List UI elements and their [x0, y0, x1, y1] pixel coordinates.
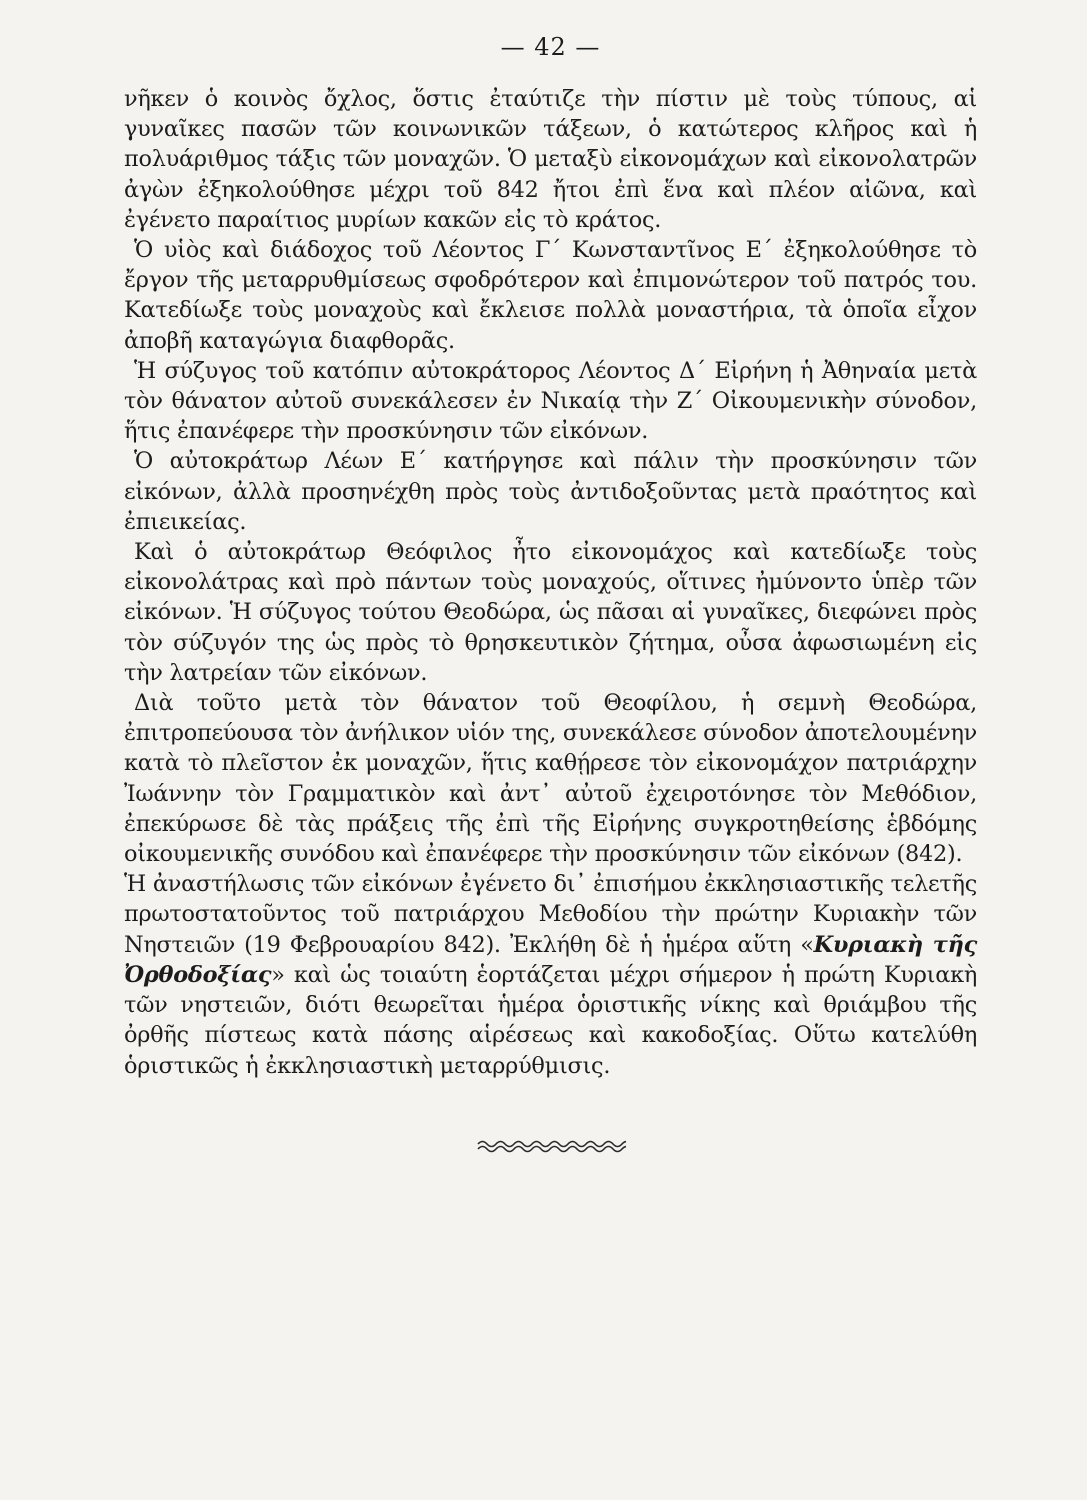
page-number: — 42 —	[500, 33, 601, 61]
paragraph-eirini: Ἡ σύζυγος τοῦ κατόπιν αὐτοκράτορος Λέοντος Δ΄ Εἰρήνη ἡ Ἀθηναία μετὰ τὸν θάνατον αὐτοῦ συνεκάλεσεν ἐν Νικαίᾳ τὴν Ζ΄ Οἰκουμενικὴν σύνοδον, ἥτις ἐπανέφερε τὴν προσκύνησιν τῶν εἰκόνων.	[124, 357, 977, 445]
paragraph-orthodoxy-before: Ἡ ἀναστήλωσις τῶν εἰκόνων ἐγένετο δι᾽ ἐπισήμου ἐκκλησιαστικῆς τελετῆς πρωτοστατοῦντος τοῦ πατριάρχου Μεθοδίου τὴν πρώτην Κυριακὴν τῶν Νηστειῶν (19 Φεβρουαρίου 842). Ἐκλήθη δὲ ἡ ἡμέρα αὕτη «	[124, 871, 977, 958]
paragraph-orthodoxy	[124, 869, 977, 1080]
paragraph-theofilos: Καὶ ὁ αὐτοκράτωρ Θεόφιλος ἦτο εἰκονομάχος καὶ κατεδίωξε τοὺς εἰκονολάτρας καὶ πρὸ πάντων τοὺς μοναχούς, οἵτινες ἠμύνοντο ὑπὲρ τῶν εἰκόνων. Ἡ σύζυγος τούτου Θεοδώρα, ὡς πᾶσαι αἱ γυναῖκες, διεφώνει πρὸς τὸν σύζυγόν της ὡς πρὸς τὸ θρησκευτικὸν ζήτημα, οὖσα ἀφωσιωμένη εἰς τὴν λατρείαν τῶν εἰκόνων.	[124, 539, 977, 686]
paragraph-leon: Ὁ αὐτοκράτωρ Λέων Ε΄ κατήργησε καὶ πάλιν τὴν προσκύνησιν τῶν εἰκόνων, ἀλλὰ προσηνέχθη πρὸς τοὺς ἀντιδοξοῦντας μετὰ πραότητος καὶ ἐπιεικείας.	[124, 448, 977, 535]
wavy-line-ornament-icon	[476, 1137, 626, 1155]
body-text	[124, 84, 977, 1081]
paragraph-theodora: Διὰ τοῦτο μετὰ τὸν θάνατον τοῦ Θεοφίλου, ἡ σεμνὴ Θεοδώρα, ἐπιτροπεύουσα τὸν ἀνήλικον υἱόν της, συνεκάλεσε σύνοδον ἀποτελουμένην κατὰ τὸ πλεῖστον ἐκ μοναχῶν, ἥτις καθῄρεσε τὸν εἰκονομάχον πατριάρχην Ἰωάννην τὸν Γραμματικὸν καὶ ἀντ᾽ αὐτοῦ ἐχειροτόνησε τὸν Μεθόδιον, ἐπεκύρωσε δὲ τὰς πράξεις τῆς ἐπὶ τῆς Εἰρήνης συγκροτηθείσης ἑβδόμης οἰκουμενικῆς συνόδου καὶ ἐπανέφερε τὴν προσκύνησιν τῶν εἰκόνων (842).	[124, 690, 977, 868]
paragraph-continuation: νῆκεν ὁ κοινὸς ὄχλος, ὅστις ἐταύτιζε τὴν πίστιν μὲ τοὺς τύπους, αἱ γυναῖκες πασῶν τῶν κοινωνικῶν τάξεων, ὁ κατώτερος κλῆρος καὶ ἡ πολυάριθμος τάξις τῶν μοναχῶν. Ὁ μεταξὺ εἰκονομάχων καὶ εἰκονολατρῶν ἀγὼν ἐξηκολούθησε μέχρι τοῦ 842 ἤτοι ἐπὶ ἕνα καὶ πλέον αἰῶνα, καὶ ἐγένετο παραίτιος μυρίων κακῶν εἰς τὸ κράτος.	[124, 86, 977, 233]
paragraph-orthodoxy-after: » καὶ ὡς τοιαύτη ἑορτάζεται μέχρι σήμερον ἡ πρώτη Κυριακὴ τῶν νηστειῶν, διότι θεωρεῖται ἡμέρα ὁριστικῆς νίκης καὶ θριάμβου τῆς ὀρθῆς πίστεως κατὰ πάσης αἱρέσεως καὶ κακοδοξίας. Οὕτω κατελύθη ὁριστικῶς ἡ ἐκκλησιαστικὴ μεταρρύθμισις.	[124, 961, 977, 1079]
paragraph-konstantinos: Ὁ υἱὸς καὶ διάδοχος τοῦ Λέοντος Γ΄ Κωνσταντῖνος Ε΄ ἐξηκολούθησε τὸ ἔργον τῆς μεταρρυθμίσεως σφοδρότερον καὶ ἐπιμονώτερον τοῦ πατρός του. Κατεδίωξε τοὺς μοναχοὺς καὶ ἔκλεισε πολλὰ μοναστήρια, τὰ ὁποῖα εἶχον ἀποβῆ καταγώγια διαφθορᾶς.	[124, 237, 977, 354]
feast-name-emphasis: Κυριακὴ τῆς Ὀρθοδοξίας	[124, 931, 977, 988]
